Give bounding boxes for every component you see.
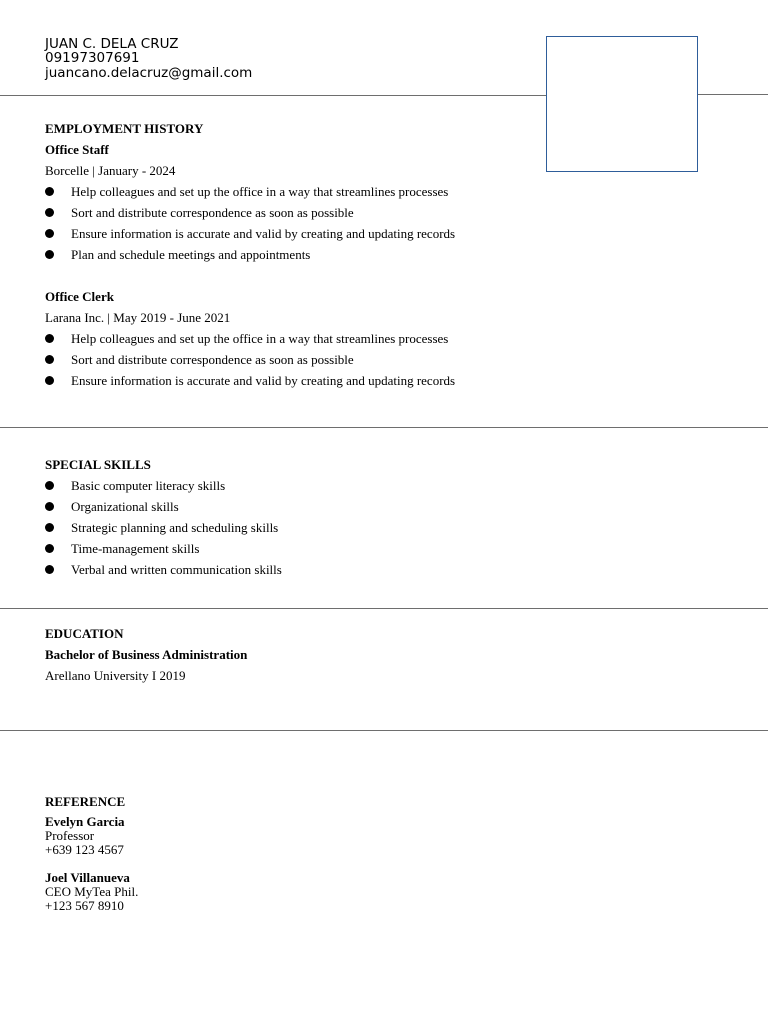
skill-text: Basic computer literacy skills bbox=[71, 478, 226, 493]
bullet-icon bbox=[45, 250, 54, 259]
bullet-text: Help colleagues and set up the office in a way that streamlines processes bbox=[71, 184, 449, 199]
bullet-icon bbox=[45, 208, 54, 217]
job-title: Office Staff bbox=[45, 142, 109, 157]
bullet-icon bbox=[45, 544, 54, 553]
job-meta: Borcelle | January - 2024 bbox=[45, 163, 176, 178]
applicant-phone: 09197307691 bbox=[45, 50, 140, 66]
bullet-icon bbox=[45, 523, 54, 532]
divider bbox=[698, 94, 768, 95]
skill-text: Organizational skills bbox=[71, 499, 179, 514]
bullet-icon bbox=[45, 334, 54, 343]
degree: Bachelor of Business Administration bbox=[45, 647, 248, 662]
employment-heading: EMPLOYMENT HISTORY bbox=[45, 121, 204, 136]
skill-text: Strategic planning and scheduling skills bbox=[71, 520, 279, 535]
divider bbox=[0, 427, 768, 428]
skill-text: Verbal and written communication skills bbox=[71, 562, 282, 577]
applicant-name: JUAN C. DELA CRUZ bbox=[45, 36, 179, 52]
bullet-text: Sort and distribute correspondence as soon as possible bbox=[71, 352, 354, 367]
reference-phone: +123 567 8910 bbox=[45, 898, 124, 913]
bullet-icon bbox=[45, 376, 54, 385]
bullet-text: Ensure information is accurate and valid by creating and updating records bbox=[71, 226, 456, 241]
bullet-text: Sort and distribute correspondence as soon as possible bbox=[71, 205, 354, 220]
divider bbox=[0, 95, 546, 96]
bullet-text: Ensure information is accurate and valid by creating and updating records bbox=[71, 373, 456, 388]
reference-phone: +639 123 4567 bbox=[45, 842, 124, 857]
divider bbox=[0, 608, 768, 609]
divider bbox=[0, 730, 768, 731]
reference-role: Professor bbox=[45, 828, 95, 843]
reference-role: CEO MyTea Phil. bbox=[45, 884, 139, 899]
bullet-text: Plan and schedule meetings and appointments bbox=[71, 247, 311, 262]
bullet-icon bbox=[45, 481, 54, 490]
reference-heading: REFERENCE bbox=[45, 794, 126, 809]
bullet-icon bbox=[45, 187, 54, 196]
photo-placeholder bbox=[546, 36, 698, 172]
bullet-text: Help colleagues and set up the office in a way that streamlines processes bbox=[71, 331, 449, 346]
bullet-icon bbox=[45, 229, 54, 238]
skill-text: Time-management skills bbox=[71, 541, 200, 556]
bullet-icon bbox=[45, 565, 54, 574]
school: Arellano University I 2019 bbox=[45, 668, 186, 683]
reference-name: Joel Villanueva bbox=[45, 870, 130, 885]
bullet-icon bbox=[45, 502, 54, 511]
reference-name: Evelyn Garcia bbox=[45, 814, 125, 829]
applicant-email: juancano.delacruz@gmail.com bbox=[45, 65, 253, 81]
job-title: Office Clerk bbox=[45, 289, 114, 304]
bullet-icon bbox=[45, 355, 54, 364]
job-meta: Larana Inc. | May 2019 - June 2021 bbox=[45, 310, 231, 325]
education-heading: EDUCATION bbox=[45, 626, 124, 641]
skills-heading: SPECIAL SKILLS bbox=[45, 457, 151, 472]
